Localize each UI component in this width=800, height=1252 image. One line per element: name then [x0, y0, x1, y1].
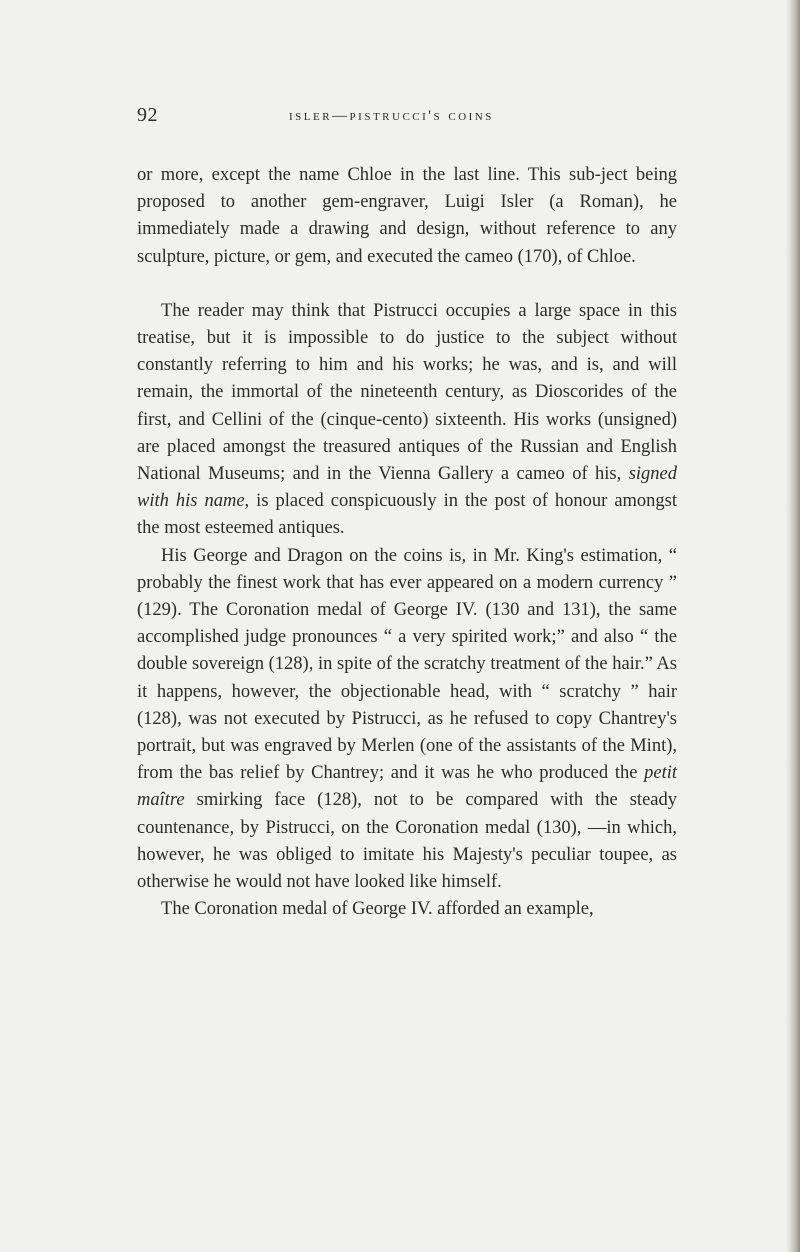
italic-text: signed with his name — [137, 464, 677, 512]
paragraph — [137, 298, 677, 543]
body-text — [137, 162, 677, 923]
text-run: smirking face (128), not to be compared with the steady countenance, by Pistrucci, on the Coronation medal (130), —in which, however, he was obliged to imitate his Majesty's peculiar toupee, as otherwise he would not have looked like himself. — [137, 790, 677, 893]
page-number: 92 — [137, 104, 158, 126]
page-edge-shadow — [786, 0, 800, 1252]
text-run: The Coronation medal of George IV. afforded an example, — [161, 899, 594, 920]
text-run: The reader may think that Pistrucci occupies a large space in this treatise, but it is impossible to do justice to the subject without constantly referring to him and his works; he was, and is, and will remain, the immortal of the nineteenth century, as Dioscorides of the first, and Cellini of the (cinque-cento) sixteenth. His works (unsigned) are placed amongst the treasured antiques of the Russian and English National Museums; and in the Vienna Gallery a cameo of his, — [137, 300, 677, 485]
text-run: His George and Dragon on the coins is, in Mr. King's estimation, “ probably the finest work that has ever appeared on a modern currency ” (129). The Coronation medal of George IV. (130 and 131), the same accomplished judge pronounces “ a very spirited work;” and also “ the double sovereign (128), in spite of the scratchy treatment of the hair.” As it happens, however, the objectionable head, with “ scratchy ” hair (128), was not executed by Pistrucci, as he refused to copy Chantrey's portrait, but was engraved by Merlen (one of the assistants of the Mint), from the bas relief by Chantrey; and it was he who produced the — [137, 545, 677, 784]
paragraph — [137, 162, 677, 271]
page-header — [137, 104, 677, 132]
text-run: , is placed conspicuously in the post of honour amongst the most esteemed antiques. — [137, 491, 678, 539]
text-run: or more, except the name Chloe in the last line. This sub-ject being proposed to another gem-engraver, Luigi Isler (a Roman), he immediately made a drawing and design, without reference to any sculpture, picture, or gem, and executed the cameo (170), of Chloe. — [137, 165, 677, 267]
italic-text: petit maître — [137, 763, 677, 811]
running-head: isler—pistrucci's coins — [289, 108, 494, 124]
paragraph — [137, 543, 677, 897]
paragraph — [137, 896, 677, 923]
